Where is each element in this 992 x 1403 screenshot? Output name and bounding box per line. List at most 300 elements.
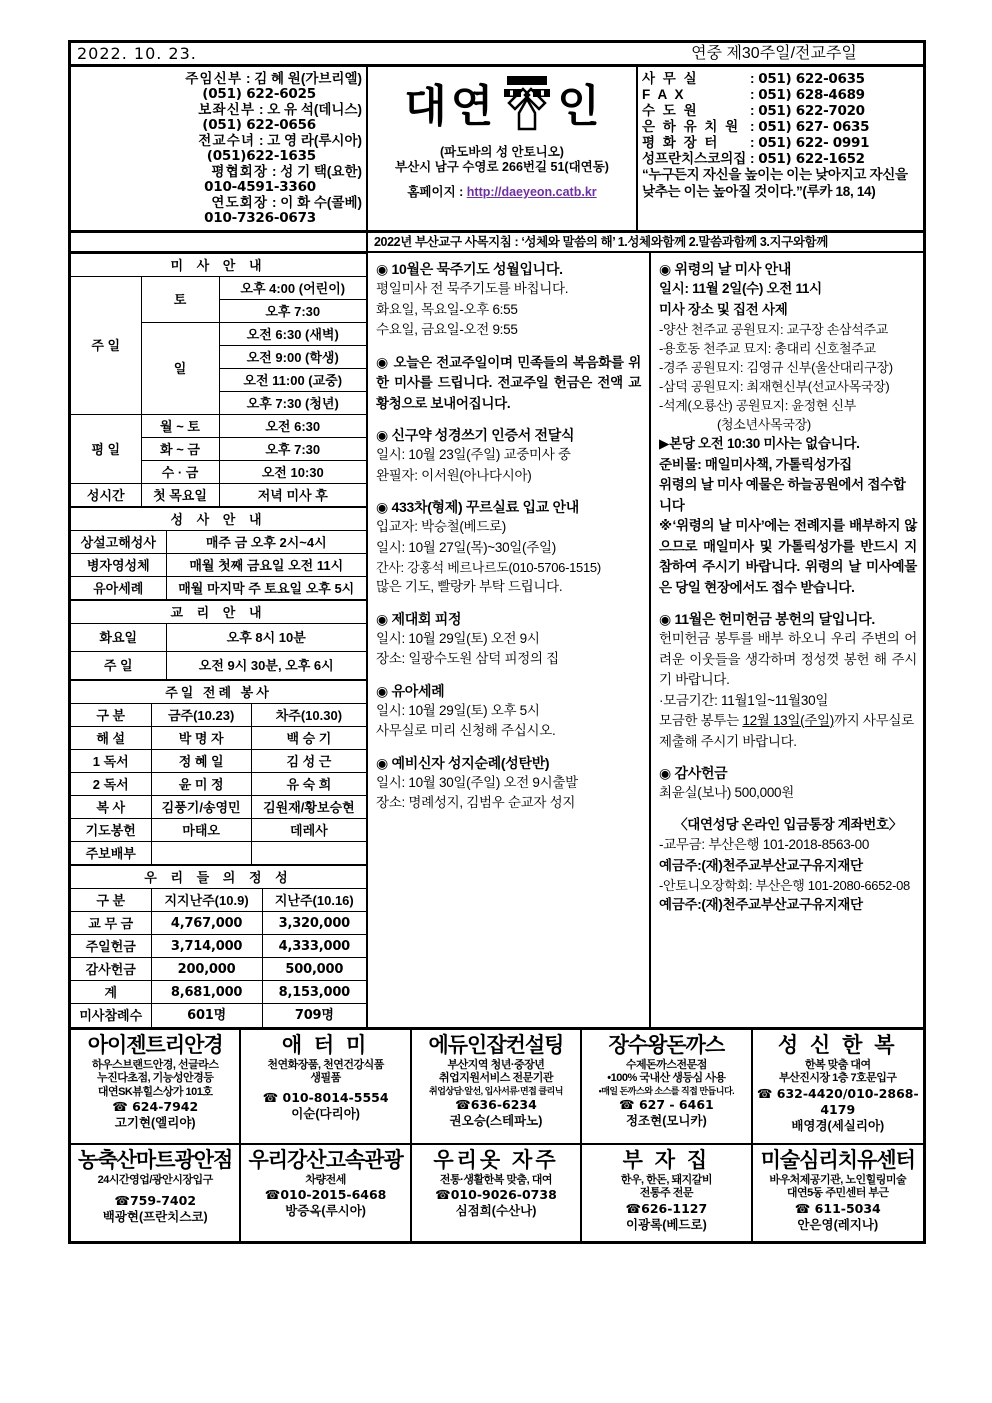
catechism-value: 오전 9시 30분, 오후 6시 [166, 652, 366, 680]
announcement-title [376, 425, 641, 445]
announcement-title-text: 유아세례 [391, 682, 445, 699]
cross-emblem-icon [499, 73, 555, 135]
deadline-post-text: 까지 사무실로 제출해 주시기 바랍니다. [659, 713, 914, 749]
liturgical-sunday-title: 연중 제30주일/전교주일 [691, 45, 857, 62]
ad-phone: ☎626-1127 [625, 1200, 708, 1216]
staff-tel: (051) 622-6025 [202, 85, 316, 102]
ad-contact-person: 심점희(수산나) [455, 1204, 537, 1218]
staff-tel: 010-7326-0673 [204, 209, 316, 226]
staff-role: 평협회장 [211, 164, 269, 179]
announcement-title [376, 497, 641, 517]
contact-row: 성프란치스코의집 : 051) 622-1652 [642, 151, 865, 167]
announcement-title-text: 제대회 피정 [391, 610, 462, 627]
offering-col-header: 지난주(10.16) [262, 889, 366, 912]
ad-card[interactable] [71, 1030, 241, 1143]
liturgy-this-week: 마태오 [151, 819, 251, 842]
table-row [71, 819, 366, 842]
announcement-catechumen-pilgrimage [376, 753, 641, 814]
staff-row: 보좌신부 : 오 유 석(데니스) [198, 102, 362, 117]
announcement-line: 일시: 10월 27일(목)~30일(주일) [376, 539, 556, 555]
liturgy-col-header: 구 분 [71, 704, 151, 727]
mass-schedule-title: 미 사 안 내 [71, 254, 366, 277]
table-row [71, 796, 366, 819]
contact-label: 성프란치스코의집 [642, 151, 747, 166]
announcement-altar-society-retreat [376, 609, 641, 670]
announcement-title-text: 신구약 성경쓰기 인증서 전달식 [391, 427, 575, 443]
staff-row: 전교수녀 : 고 영 라(루시아) [198, 133, 362, 148]
announcement-line: 화요일, 목요일-오후 6:55 [376, 301, 518, 317]
mass-day: 토 [141, 277, 219, 323]
announcement-line: 많은 기도, 빨랑카 부탁 드립니다. [376, 579, 563, 594]
parish-logo-text-2: 인 [557, 82, 600, 131]
announcement-line: 장소: 명례성지, 김범우 순교자 성지 [376, 795, 576, 810]
contact-label: 평 화 장 터 [642, 135, 720, 150]
deadline-pre-text: 모금한 봉투는 [659, 713, 743, 728]
advertisement-row-1 [71, 1030, 923, 1145]
offering-prev2: 8,681,000 [151, 981, 262, 1004]
offering-label: 주일헌금 [71, 935, 151, 958]
mass-schedule-table [71, 253, 366, 507]
liturgy-next-week: 데레사 [251, 819, 366, 842]
ad-phone: ☎010-9026-0738 [435, 1187, 557, 1202]
diocese-motto: 2022년 부산교구 사목지침 : ‘성체와 말씀의 해’ 1.성체와함께 2.말씀과함께 3.지구와함께 [374, 235, 828, 249]
contact-row: F A X : 051) 628-4689 [642, 87, 865, 103]
ad-card[interactable] [753, 1030, 923, 1143]
sacrament-label: 병자영성체 [71, 554, 166, 577]
contact-number: 051) 627- 0635 [758, 119, 870, 135]
liturgy-service-table [71, 680, 366, 865]
ad-description: 수제돈까스전문점 [625, 1058, 707, 1071]
catechism-table [71, 600, 366, 680]
parish-logo-text: 대연 [404, 82, 498, 131]
liturgy-next-week: 김 성 근 [251, 750, 366, 773]
bullet-icon: ◉ [659, 765, 671, 781]
rice-offering-paragraph: 헌미헌금 봉투를 배부 하오니 우리 주변의 어려운 이웃들을 생각하며 정성껏 봉헌 해 주시기 바랍니다. [659, 631, 917, 687]
memorial-place: -삼덕 공원묘지: 최재현신부(선교사목국장) [659, 379, 890, 394]
announcement-line: 일시: 10월 29일(토) 오전 9시 [376, 630, 540, 646]
ad-phone: ☎ 632-4420/010-2868-4179 [756, 1085, 919, 1117]
memorial-offering-location: 위령의 날 미사 예물은 하늘공원에서 접수합니다 [659, 477, 906, 513]
offering-label: 미사참례수 [71, 1004, 151, 1027]
staff-name: 오 유 석(데니스) [267, 102, 362, 117]
ad-phone: ☎ 611-5034 [794, 1200, 881, 1216]
bullet-icon: ◉ [376, 610, 388, 627]
liturgy-this-week: 김풍기/송영민 [151, 796, 251, 819]
contact-row: 사 무 실 : 051) 622-0635 [642, 71, 865, 87]
bullet-icon: ◉ [659, 611, 671, 627]
ad-business-name: 우리옷 자주 [433, 1148, 559, 1172]
announcement-rice-offering [659, 609, 917, 752]
memorial-place: -양산 천주교 공원묘지: 교구장 손삼석주교 [659, 322, 888, 337]
table-row [71, 958, 366, 981]
deadline-date: 12월 13일(주일) [742, 713, 834, 728]
staff-row: 평협회장 : 성 기 택(요한) [211, 164, 362, 179]
announcement-mission-sunday [376, 352, 641, 415]
announcement-rosary-month [376, 259, 641, 341]
contact-number: 051) 628-4689 [758, 87, 865, 103]
ad-phone: ☎010-2015-6468 [264, 1187, 387, 1202]
staff-tel: (051)622-1635 [206, 147, 316, 164]
mass-group: 성시간 [71, 484, 141, 507]
homepage-label: 홈페이지 : [407, 185, 464, 199]
ad-business-name: 애 터 미 [281, 1033, 370, 1057]
sacrament-value: 매주 금 오후 2시~4시 [166, 531, 366, 554]
thanks-offering-donor: 최윤실(보나) 500,000원 [659, 785, 794, 800]
table-row [71, 912, 366, 935]
ad-phone: ☎759-7402 [114, 1193, 197, 1208]
offering-col-header: 지지난주(10.9) [151, 889, 262, 912]
contact-row: 평 화 장 터 : 051) 622- 0991 [642, 135, 870, 151]
motto-row [71, 233, 923, 253]
table-header-row [71, 704, 366, 727]
contact-label: F A X [642, 87, 686, 102]
announcement-thanks-offering [659, 763, 917, 804]
liturgy-role: 기도봉헌 [71, 819, 151, 842]
liturgy-next-week: 김원재/황보승현 [251, 796, 366, 819]
mass-time: 오전 11:00 (교중) [219, 369, 366, 392]
bank-title: 〈대연성당 온라인 입금통장 계좌번호〉 [674, 816, 902, 832]
announcement-all-souls-day [659, 259, 917, 598]
gospel-quote: “누구든지 자신을 높이는 이는 낮아지고 자신을 낮추는 이는 높아질 것이다.”(루카 18, 14) [642, 167, 908, 199]
bulletin-frame [68, 40, 926, 1244]
ad-business-name: 아이젠트리안경 [87, 1033, 223, 1057]
liturgy-this-week: 박 명 자 [151, 727, 251, 750]
table-row [71, 727, 366, 750]
liturgy-role: 2 독서 [71, 773, 151, 796]
mass-time: 오후 4:00 (어린이) [219, 277, 366, 300]
ad-card[interactable] [753, 1145, 923, 1241]
mass-day: 첫 목요일 [141, 484, 219, 507]
motto-spacer [71, 233, 368, 251]
offering-prev2: 3,714,000 [151, 935, 262, 958]
mass-group: 주 일 [71, 277, 141, 415]
ad-description: 취업상담·알선, 입사서류·면접 클리닉 [429, 1085, 563, 1096]
staff-row: 연도회장 : 이 화 수(콜베) [211, 195, 362, 210]
ad-contact-person: 이순(다리아) [291, 1106, 360, 1121]
announcement-title [659, 259, 917, 279]
ad-description: 취업지원서비스 전문기관 [439, 1072, 553, 1084]
right-column [651, 253, 923, 1027]
parish-logo [370, 71, 634, 143]
liturgy-role: 해 설 [71, 727, 151, 750]
mass-day: 일 [141, 323, 219, 415]
parish-staff-list [71, 67, 368, 230]
ad-description: 차량전세 [305, 1173, 346, 1186]
announcement-title [376, 609, 641, 629]
ad-phone: ☎ 627 - 6461 [619, 1096, 714, 1112]
offering-label: 교 무 금 [71, 912, 151, 935]
rice-offering-deadline [659, 711, 917, 752]
liturgy-this-week: 정 혜 일 [151, 750, 251, 773]
memorial-place: -경주 공원묘지: 김영규 신부(울산대리구장) [659, 360, 893, 375]
offering-title: 우 리 들 의 정 성 [71, 866, 366, 889]
staff-role: 전교수녀 [198, 133, 256, 148]
memorial-place: -용호동 천주교 묘지: 총대리 신호철주교 [659, 341, 876, 356]
contact-label: 은 하 유 치 원 [642, 119, 741, 134]
announcement-line: 일시: 10월 29일(토) 오후 5시 [376, 702, 540, 718]
mass-time: 저녁 미사 후 [219, 484, 366, 507]
offering-table [71, 865, 366, 1027]
sacrament-table [71, 507, 366, 600]
offering-prev1: 8,153,000 [262, 981, 366, 1004]
bank-line-holder-2: 예금주:(재)천주교부산교구유지재단 [659, 897, 863, 912]
ad-business-name: 농축산마트광안점 [78, 1148, 233, 1172]
bullet-icon: ◉ [376, 261, 388, 277]
announcement-title [376, 259, 641, 279]
bullet-icon: ◉ [376, 353, 389, 370]
contact-label: 수 도 원 [642, 103, 699, 118]
announcement-title [376, 681, 641, 701]
ad-description: 전통주 전문 [639, 1187, 693, 1199]
advertisement-section [71, 1030, 923, 1241]
announcement-paragraph-text: 오늘은 전교주일이며 민족들의 복음화를 위한 미사를 드립니다. 전교주일 헌금은 전액 교황청으로 보내어집니다. [376, 354, 641, 411]
ad-business-name: 에듀인잡컨설팅 [428, 1033, 564, 1057]
ad-card[interactable] [582, 1145, 752, 1241]
announcement-line: 간사: 강홍석 베르나르도(010-5706-1515) [376, 560, 601, 575]
offering-prev1: 500,000 [262, 958, 366, 981]
liturgy-col-header: 차주(10.30) [251, 704, 366, 727]
announcement-infant-baptism [376, 681, 641, 742]
parish-address: 부산시 남구 수영로 266번길 51(대연동) [395, 160, 609, 174]
staff-row: 주임신부 : 김 혜 원(가브리엘) [185, 71, 362, 86]
mass-day: 화 ~ 금 [141, 438, 219, 461]
middle-column [368, 253, 651, 1027]
ad-contact-person: 이광록(베드로) [625, 1217, 707, 1232]
liturgy-role: 복 사 [71, 796, 151, 819]
table-row [71, 531, 366, 554]
announcement-title-text: 감사헌금 [674, 765, 728, 781]
ad-phone: ☎636-6234 [455, 1096, 537, 1112]
ad-description: 누진다초점, 기능성안경등 [96, 1072, 214, 1084]
memorial-asterisk-note: ※‘위령의 날 미사’에는 전례지를 배부하지 않으므로 매일미사 및 가톨릭성가를 반드시 지참하여 주시기 바랍니다. 위령의 날 미사예물은 당일 현장에서도 접수 받습니다. [659, 518, 917, 595]
memorial-place-indent: (청소년사목국장) [717, 417, 811, 432]
table-row [71, 277, 366, 300]
staff-name: 고 영 라(루시아) [267, 133, 362, 148]
bank-account-info [659, 815, 917, 916]
announcement-title-text: 433차(형제) 꾸르실료 입교 안내 [391, 499, 579, 515]
offering-prev1: 709명 [262, 1004, 366, 1027]
table-row [71, 652, 366, 680]
staff-role: 연도회장 [211, 195, 269, 210]
liturgy-this-week: 윤 미 정 [151, 773, 251, 796]
advertisement-row-2 [71, 1145, 923, 1241]
announcement-line: 장소: 일광수도원 삼덕 피정의 집 [376, 651, 559, 666]
ad-description: 부산진시장 1층 7호문입구 [778, 1072, 897, 1084]
announcement-title-text: 위령의 날 미사 안내 [674, 261, 792, 277]
offering-label: 계 [71, 981, 151, 1004]
liturgy-this-week [151, 842, 251, 865]
ad-description: 천연화장품, 천연건강식품 [267, 1058, 384, 1071]
mass-group: 평 일 [71, 415, 141, 484]
ad-business-name: 우리강산고속관광 [248, 1148, 403, 1172]
memorial-place: -석계(오룡산) 공원묘지: 윤정현 신부 [659, 398, 856, 413]
bank-line-holder-1: 예금주:(재)천주교부산교구유지재단 [659, 857, 863, 873]
header-bar [71, 43, 923, 67]
staff-tel: 010-4591-3360 [204, 178, 316, 195]
table-row [71, 1004, 366, 1027]
memorial-place-header: 미사 장소 및 집전 사제 [659, 301, 788, 317]
mass-time: 오전 10:30 [219, 461, 366, 484]
table-row [71, 415, 366, 438]
table-row [71, 750, 366, 773]
catechism-label: 화요일 [71, 624, 166, 652]
announcement-title [659, 763, 917, 783]
staff-name: 이 화 수(콜베) [280, 195, 362, 210]
ad-business-name: 부 자 집 [622, 1148, 711, 1172]
announcement-line: 완필자: 이서원(아나다시아) [376, 467, 532, 483]
mass-time: 오전 6:30 (새벽) [219, 323, 366, 346]
liturgy-next-week [251, 842, 366, 865]
homepage-line [370, 182, 634, 200]
offering-prev2: 601명 [151, 1004, 262, 1027]
homepage-link[interactable]: http://daeyeon.catb.kr [466, 185, 597, 199]
ad-contact-person: 고기현(엘리야) [114, 1116, 196, 1130]
ad-description: •100% 국내산 생등심 사용 [607, 1072, 726, 1084]
patron-saint: (파도바의 성 안토니오) [440, 145, 564, 159]
ad-business-name: 성 신 한 복 [777, 1033, 898, 1057]
offering-col-header: 구 분 [71, 889, 151, 912]
header-body [71, 67, 923, 233]
table-row [71, 554, 366, 577]
ad-phone: ☎ 010-8014-5554 [262, 1089, 389, 1105]
offering-prev1: 4,333,000 [262, 935, 366, 958]
staff-name: 김 혜 원(가브리엘) [254, 71, 362, 86]
parish-contacts [638, 67, 923, 230]
memorial-datetime: 일시: 11월 2일(수) 오전 11시 [659, 281, 822, 296]
contact-number: 051) 622-1652 [758, 151, 865, 167]
announcement-title-text: 10월은 묵주기도 성월입니다. [391, 261, 563, 277]
ad-description: 24시간영업/광안시장입구 [97, 1173, 213, 1186]
bulletin-date: 2022. 10. 23. [77, 44, 197, 63]
left-column [71, 253, 368, 1027]
parish-identity [368, 67, 638, 230]
table-row [71, 773, 366, 796]
catechism-label: 주 일 [71, 652, 166, 680]
announcement-line: 사무실로 미리 신청해 주십시오. [376, 723, 556, 738]
liturgy-role: 주보배부 [71, 842, 151, 865]
ad-description: •매일 돈까스와 소스를 직접 만듭니다. [598, 1085, 735, 1096]
bullet-icon: ◉ [376, 682, 388, 699]
bank-line-parish-dues: -교무금: 부산은행 101-2018-8563-00 [659, 837, 870, 852]
table-row [71, 484, 366, 507]
sacrament-label: 상설고해성사 [71, 531, 166, 554]
announcement-cursillo [376, 497, 641, 598]
mass-day: 수 · 금 [141, 461, 219, 484]
catechism-title: 교 리 안 내 [71, 601, 366, 624]
bullet-icon: ◉ [376, 499, 388, 515]
mass-time: 오후 7:30 [219, 300, 366, 323]
sacrament-label: 유아세례 [71, 577, 166, 600]
staff-name: 성 기 택(요한) [280, 164, 362, 179]
bank-line-scholarship: -안토니오장학회: 부산은행 101-2080-6652-08 [659, 878, 910, 893]
ad-description: 부산지역 청년·중장년 [447, 1058, 545, 1071]
ad-description: 바우처제공기관, 노인힐링미술 [769, 1173, 907, 1186]
ad-business-name: 장수왕돈까스 [608, 1033, 725, 1057]
table-row [71, 624, 366, 652]
memorial-no-parish-mass-note: ▶본당 오전 10:30 미사는 없습니다. [659, 436, 860, 451]
announcement-paragraph [376, 352, 641, 415]
announcement-line: 일시: 10월 23일(주일) 교중미사 중 [376, 447, 571, 462]
ad-card[interactable] [412, 1145, 582, 1241]
ad-phone: ☎ 624-7942 [112, 1099, 199, 1114]
sacrament-title: 성 사 안 내 [71, 508, 366, 531]
header-bar-spacer [371, 43, 625, 64]
ad-contact-person: 배영경(세실리아) [791, 1118, 885, 1133]
mass-time: 오후 7:30 [219, 438, 366, 461]
offering-label: 감사헌금 [71, 958, 151, 981]
liturgy-next-week: 유 숙 희 [251, 773, 366, 796]
ad-card[interactable] [582, 1030, 752, 1143]
ad-description: 한우, 한돈, 돼지갈비 [620, 1173, 712, 1186]
rice-offering-period: ·모금기간: 11월1일~11월30일 [659, 692, 829, 708]
bullet-icon: ◉ [376, 754, 388, 771]
contact-number: 051) 622- 0991 [758, 135, 870, 151]
sacrament-value: 매월 마지막 주 토요일 오후 5시 [166, 577, 366, 600]
ad-description: 대연SK뷰힐스상가 101호 [97, 1085, 213, 1098]
ad-card[interactable] [241, 1030, 411, 1143]
contact-label: 사 무 실 [642, 71, 699, 86]
offering-prev2: 200,000 [151, 958, 262, 981]
contact-row: 은 하 유 치 원 : 051) 627- 0635 [642, 119, 870, 135]
contact-number: 051) 622-0635 [758, 71, 865, 87]
ad-contact-person: 권오승(스테파노) [449, 1113, 543, 1128]
table-row [71, 981, 366, 1004]
announcement-title-text: 11월은 헌미헌금 봉헌의 달입니다. [674, 611, 875, 627]
ad-description: 전통·생활한복 맞춤, 대여 [439, 1173, 553, 1186]
mass-time: 오후 7:30 (청년) [219, 392, 366, 415]
ad-contact-person: 백광현(프란치스코) [102, 1210, 208, 1224]
announcement-line: 입교자: 박승철(베드로) [376, 519, 506, 534]
ad-card[interactable] [71, 1145, 241, 1241]
main-body [71, 253, 923, 1030]
ad-contact-person: 방증옥(루시아) [285, 1204, 366, 1218]
ad-card[interactable] [241, 1145, 411, 1241]
ad-description: 하우스브랜드안경, 선글라스 [91, 1058, 219, 1071]
announcement-bible-writing-certificate [376, 425, 641, 486]
table-row [71, 842, 366, 865]
liturgy-title: 주일 전례 봉사 [71, 681, 366, 704]
ad-description: 생필품 [310, 1072, 341, 1084]
announcement-line: 수요일, 금요일-오전 9:55 [376, 322, 518, 337]
table-header-row [71, 889, 366, 912]
liturgy-role: 1 독서 [71, 750, 151, 773]
bullet-icon: ◉ [659, 261, 671, 277]
table-row [71, 577, 366, 600]
offering-prev2: 4,767,000 [151, 912, 262, 935]
table-row [71, 935, 366, 958]
ad-description: 대연5동 주민센터 부근 [786, 1187, 889, 1199]
announcement-title [376, 753, 641, 773]
mass-time: 오전 9:00 (학생) [219, 346, 366, 369]
offering-prev1: 3,320,000 [262, 912, 366, 935]
announcement-line: 평일미사 전 묵주기도를 바칩니다. [376, 281, 569, 296]
staff-tel: (051) 622-0656 [202, 116, 316, 133]
staff-role: 보좌신부 [198, 102, 256, 117]
ad-contact-person: 정조현(모니카) [625, 1113, 707, 1128]
memorial-prepare-items: 준비물: 매일미사책, 가톨릭성가집 [659, 456, 852, 472]
ad-business-name: 미술심리치유센터 [760, 1148, 915, 1172]
mass-time: 오전 6:30 [219, 415, 366, 438]
sacrament-value: 매월 첫째 금요일 오전 11시 [166, 554, 366, 577]
contact-row: 수 도 원 : 051) 622-7020 [642, 103, 865, 119]
ad-card[interactable] [412, 1030, 582, 1143]
liturgy-next-week: 백 승 기 [251, 727, 366, 750]
announcement-title [659, 609, 917, 629]
ad-contact-person: 안은영(레지나) [797, 1217, 879, 1232]
announcement-title-text: 예비신자 성지순례(성탄반) [391, 754, 550, 771]
catechism-value: 오후 8시 10분 [166, 624, 366, 652]
staff-role: 주임신부 [185, 71, 243, 86]
